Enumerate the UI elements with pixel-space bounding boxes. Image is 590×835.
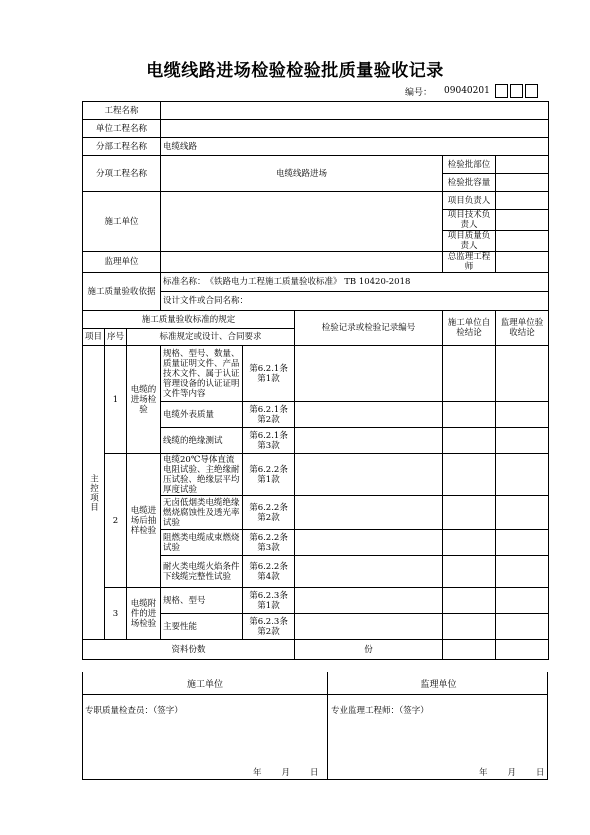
inspect-part-label: 检验批部位 (443, 156, 496, 174)
project-manager-field[interactable] (496, 192, 549, 210)
supervision-unit-label: 监理单位 (83, 252, 161, 273)
code-label: 编号： (405, 87, 433, 98)
construction-unit-field[interactable] (161, 192, 443, 252)
clause-cell: 第6.2.2条第4款 (243, 556, 295, 588)
chief-supervisor-label: 总监理工程师 (443, 252, 496, 273)
requirement-cell: 规格、型号 (161, 588, 243, 614)
tech-manager-label: 项目技术负责人 (443, 210, 496, 231)
clause-cell: 第6.2.1条第3款 (243, 428, 295, 454)
record-cell[interactable] (295, 402, 443, 428)
item-header: 项目 (83, 329, 105, 346)
basis-label: 施工质量验收依据 (83, 273, 161, 311)
subitem-project-value: 电缆线路进场 (161, 156, 443, 192)
supervision-conclusion-cell[interactable] (496, 402, 549, 428)
materials-unit: 份 (295, 640, 443, 660)
inspect-capacity-field[interactable] (496, 174, 549, 192)
supervision-conclusion-header: 监理单位验收结论 (496, 311, 549, 346)
group-name: 电缆进场后抽样检验 (127, 454, 161, 588)
record-header: 检验记录或检验记录编号 (295, 311, 443, 346)
supervision-conclusion-cell[interactable] (496, 614, 549, 640)
record-cell[interactable] (295, 530, 443, 556)
supervision-unit-field[interactable] (161, 252, 443, 273)
inspect-part-field[interactable] (496, 156, 549, 174)
group-seq: 3 (105, 588, 127, 640)
requirement-cell: 电缆20℃导体直流电阻试验、主绝缘耐压试验、绝缘层平均厚度试验 (161, 454, 243, 496)
page-title: 电缆线路进场检验检验批质量验收记录 (146, 61, 444, 81)
supervision-conclusion-cell[interactable] (496, 530, 549, 556)
construction-conclusion-cell[interactable] (443, 588, 496, 614)
signature-header-line (83, 694, 547, 695)
quality-manager-field[interactable] (496, 231, 549, 252)
supervision-conclusion-cell[interactable] (496, 556, 549, 588)
supervision-signer-label[interactable]: 专业监理工程师：（签字） (331, 706, 429, 716)
clause-cell: 第6.2.3条第2款 (243, 614, 295, 640)
record-cell[interactable] (295, 496, 443, 530)
inspection-form (82, 101, 549, 660)
construction-conclusion-cell[interactable] (443, 496, 496, 530)
division-project-label: 分部工程名称 (83, 138, 161, 156)
construction-conclusion-cell[interactable] (443, 556, 496, 588)
chief-supervisor-field[interactable] (496, 252, 549, 273)
supervision-date[interactable]: 年 月 日 (479, 768, 546, 778)
clause-cell: 第6.2.2条第2款 (243, 496, 295, 530)
requirement-cell: 电缆外表质量 (161, 402, 243, 428)
construction-conclusion-cell[interactable] (443, 402, 496, 428)
clause-cell: 第6.2.1条第1款 (243, 346, 295, 402)
unit-project-field[interactable] (161, 120, 549, 138)
record-cell[interactable] (295, 346, 443, 402)
record-cell[interactable] (295, 428, 443, 454)
construction-conclusion-header: 施工单位自检结论 (443, 311, 496, 346)
record-cell[interactable] (295, 588, 443, 614)
supervision-conclusion-cell[interactable] (496, 346, 549, 402)
requirement-cell: 耐火类电缆火焰条件下线缆完整性试验 (161, 556, 243, 588)
requirement-cell: 线缆的绝缘测试 (161, 428, 243, 454)
requirement-cell: 主要性能 (161, 614, 243, 640)
group-seq: 2 (105, 454, 127, 588)
requirement-cell: 规格、型号、数量、质量证明文件、产品技术文件、属于认证管理设备的认证证明文件等内容 (161, 346, 243, 402)
record-cell[interactable] (295, 556, 443, 588)
materials-construction-cell[interactable] (443, 640, 496, 660)
code-box-1[interactable] (495, 84, 508, 98)
clause-cell: 第6.2.3条第1款 (243, 588, 295, 614)
record-code (405, 84, 538, 98)
project-name-label: 工程名称 (83, 102, 161, 120)
requirement-cell: 阻燃类电缆成束燃烧试验 (161, 530, 243, 556)
clause-cell: 第6.2.1条第2款 (243, 402, 295, 428)
construction-conclusion-cell[interactable] (443, 614, 496, 640)
code-box-3[interactable] (525, 84, 538, 98)
standard-req-header: 标准规定或设计、合同要求 (127, 329, 295, 346)
record-cell[interactable] (295, 614, 443, 640)
construction-unit-label: 施工单位 (83, 192, 161, 252)
quality-manager-label: 项目质量负责人 (443, 231, 496, 252)
inspect-capacity-label: 检验批容量 (443, 174, 496, 192)
clause-cell: 第6.2.2条第3款 (243, 530, 295, 556)
materials-label: 资料份数 (83, 640, 295, 660)
construction-date[interactable]: 年 月 日 (253, 768, 320, 778)
code-value: 09040201 (444, 86, 490, 96)
requirement-cell: 无卤低烟类电缆绝缘燃烧腐蚀性及透光率试验 (161, 496, 243, 530)
main-items-label: 主控项目 (83, 346, 105, 640)
subitem-project-label: 分项工程名称 (83, 156, 161, 192)
seq-header: 序号 (105, 329, 127, 346)
group-name: 电缆的进场检验 (127, 346, 161, 454)
construction-conclusion-cell[interactable] (443, 530, 496, 556)
clause-cell: 第6.2.2条第1款 (243, 454, 295, 496)
signature-section (82, 672, 548, 780)
construction-conclusion-cell[interactable] (443, 454, 496, 496)
group-name: 电缆附件的进场检验 (127, 588, 161, 640)
construction-conclusion-cell[interactable] (443, 428, 496, 454)
supervision-conclusion-cell[interactable] (496, 588, 549, 614)
supervision-conclusion-cell[interactable] (496, 496, 549, 530)
design-file-line: 设计文件或合同名称： (161, 292, 549, 311)
signature-supervision-header: 监理单位 (420, 680, 457, 690)
standard-name-line: 标准名称： 《铁路电力工程施工质量验收标准》 TB 10420-2018 (161, 273, 549, 292)
group-seq: 1 (105, 346, 127, 454)
code-box-2[interactable] (510, 84, 523, 98)
division-project-value: 电缆线路 (161, 138, 549, 156)
record-cell[interactable] (295, 454, 443, 496)
construction-conclusion-cell[interactable] (443, 346, 496, 402)
construction-signer-label[interactable]: 专职质量检查员：（签字） (85, 706, 183, 716)
project-name-field[interactable] (161, 102, 549, 120)
materials-supervision-cell[interactable] (496, 640, 549, 660)
tech-manager-field[interactable] (496, 210, 549, 231)
project-manager-label: 项目负责人 (443, 192, 496, 210)
spec-header: 施工质量验收标准的规定 (83, 311, 295, 329)
supervision-conclusion-cell[interactable] (496, 454, 549, 496)
unit-project-label: 单位工程名称 (83, 120, 161, 138)
supervision-conclusion-cell[interactable] (496, 428, 549, 454)
signature-construction-header: 施工单位 (186, 680, 223, 690)
